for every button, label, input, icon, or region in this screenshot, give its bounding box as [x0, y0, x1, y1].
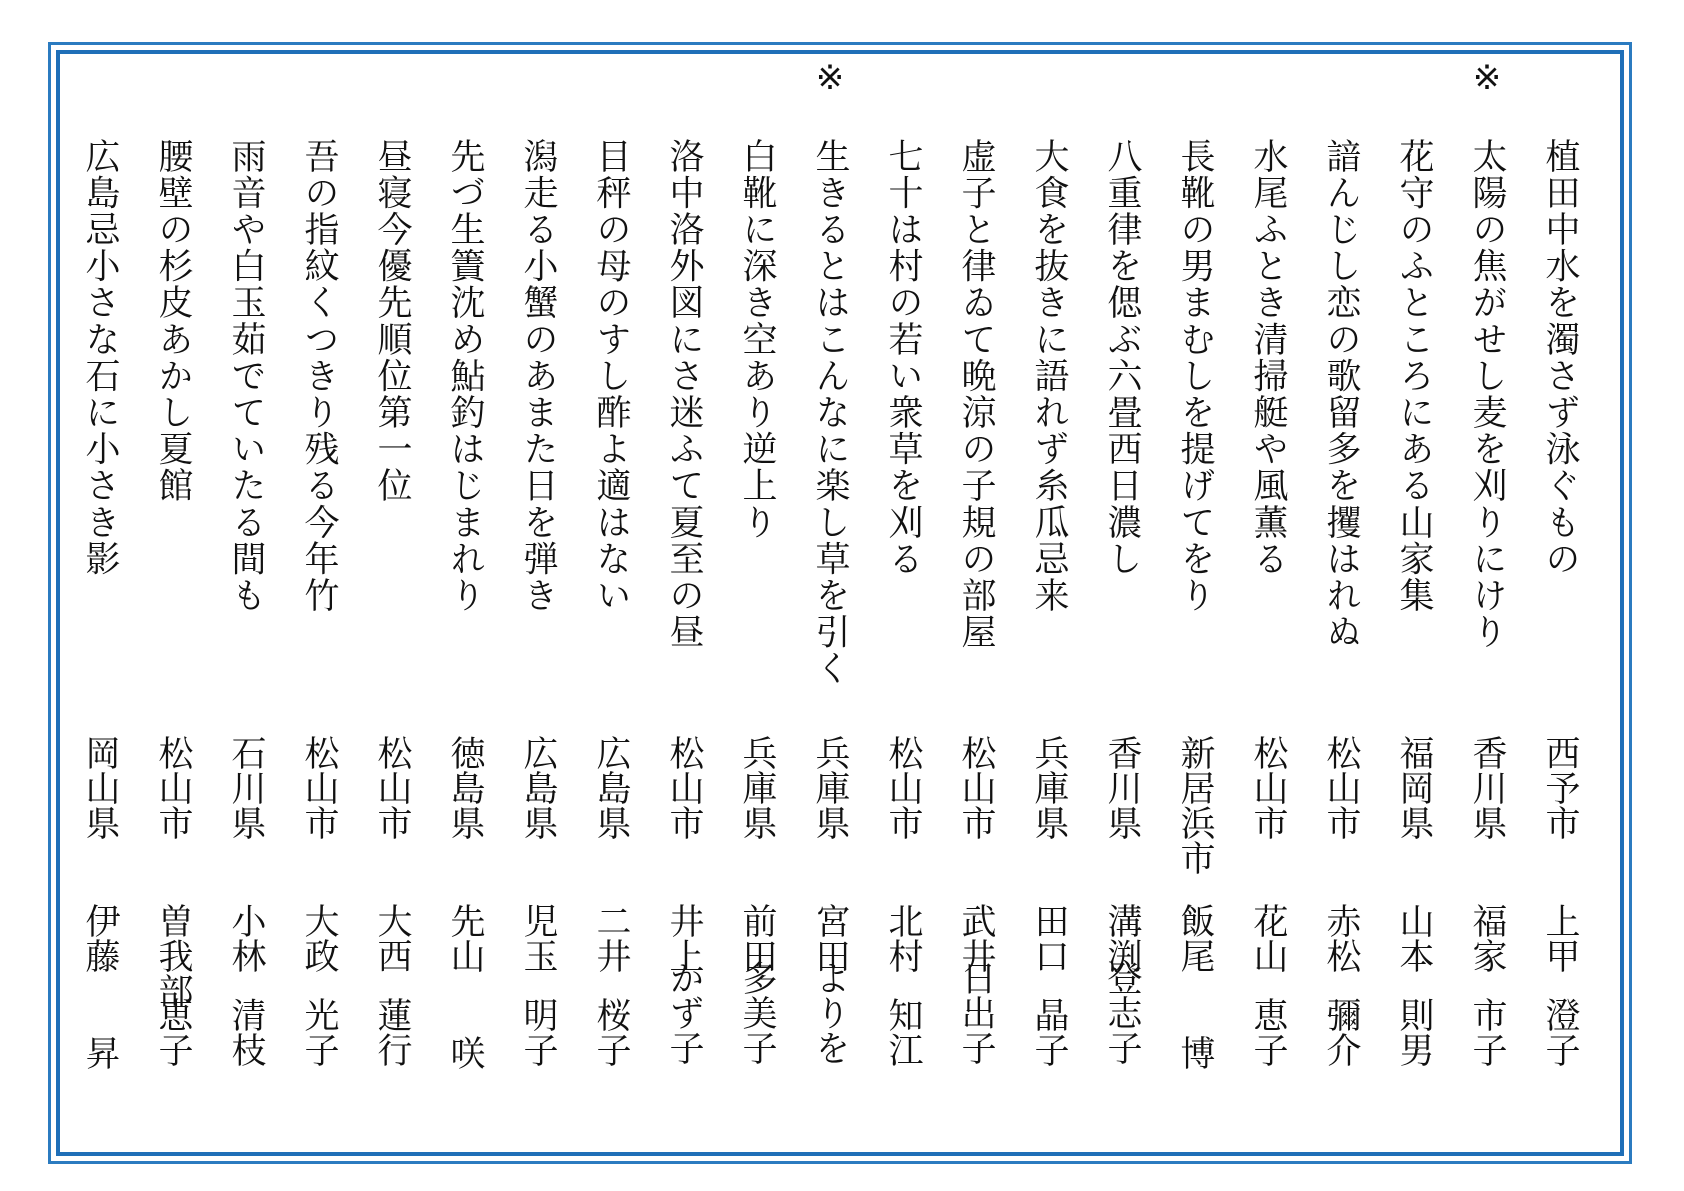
haiku-entry: [435, 0, 495, 1191]
haiku-text: 吾の指紋くつきり残る今年竹: [299, 138, 339, 614]
haiku-entry: [143, 0, 203, 1191]
haiku-entry: [1384, 0, 1444, 1191]
haiku-text: 諳んじし恋の歌留多を攫はれぬ: [1321, 138, 1361, 651]
haiku-entry: [654, 0, 714, 1191]
author-surname: 宮田: [810, 903, 850, 973]
author-location: 兵庫県: [737, 735, 777, 840]
author-surname: 田口: [1029, 903, 1069, 973]
author-location: 兵庫県: [810, 735, 850, 840]
author-location: 福岡県: [1394, 735, 1434, 840]
author-surname: 二井: [591, 903, 631, 973]
author-surname: 山本: [1394, 903, 1434, 973]
author-location: 松山市: [883, 735, 923, 840]
haiku-text: 広島忌小さな石に小さき影: [80, 138, 120, 578]
author-location: 兵庫県: [1029, 735, 1069, 840]
author-surname: 福家: [1467, 903, 1507, 973]
haiku-entry: [1238, 0, 1298, 1191]
author-surname: 上甲: [1540, 903, 1580, 973]
author-given-name: 市子: [1467, 997, 1507, 1067]
haiku-entry: [70, 0, 130, 1191]
author-surname: 溝渕: [1102, 903, 1142, 973]
author-given-name: よりを: [810, 960, 850, 1065]
author-given-name: 則男: [1394, 997, 1434, 1067]
author-location: 松山市: [664, 735, 704, 840]
author-location: 香川県: [1102, 735, 1142, 840]
author-given-name: かず子: [664, 960, 704, 1065]
haiku-entry: [216, 0, 276, 1191]
haiku-text: 腰壁の杉皮あかし夏館: [153, 138, 193, 504]
author-location: 香川県: [1467, 735, 1507, 840]
haiku-text: 洛中洛外図にさ迷ふて夏至の昼: [664, 138, 704, 651]
author-surname: 先山: [445, 903, 485, 973]
author-given-name: 恵子: [1248, 997, 1288, 1067]
author-location: 松山市: [1248, 735, 1288, 840]
haiku-text: 白靴に深き空あり逆上り: [737, 138, 777, 541]
author-surname: 大政: [299, 903, 339, 973]
haiku-text: 潟走る小蟹のあまた日を弾き: [518, 138, 558, 614]
author-surname: 北村: [883, 903, 923, 973]
haiku-text: 生きるとはこんなに楽し草を引く: [810, 138, 850, 687]
author-location: 松山市: [1321, 735, 1361, 840]
haiku-text: 長靴の男まむしを提げてをり: [1175, 138, 1215, 614]
haiku-text: 水尾ふとき清掃艇や風薫る: [1248, 138, 1288, 578]
haiku-text: 目秤の母のすし酢よ適はない: [591, 138, 631, 614]
author-location: 松山市: [299, 735, 339, 840]
author-surname: 伊藤: [80, 903, 120, 973]
haiku-text: 花守のふところにある山家集: [1394, 138, 1434, 614]
haiku-text: 雨音や白玉茹でていたる間も: [226, 138, 266, 614]
author-surname: 花山: [1248, 903, 1288, 973]
author-location: 岡山県: [80, 735, 120, 840]
haiku-entry: [1530, 0, 1590, 1191]
haiku-entry: [1165, 0, 1225, 1191]
author-given-name: 日出子: [956, 960, 996, 1065]
author-given-name: 明子: [518, 997, 558, 1067]
author-surname: 大西: [372, 903, 412, 973]
haiku-text: 昼寝今優先順位第一位: [372, 138, 412, 504]
haiku-text: 八重律を偲ぶ六畳西日濃し: [1102, 138, 1142, 578]
author-location: 新居浜市: [1175, 735, 1215, 875]
author-given-name: 咲: [445, 1035, 485, 1070]
author-surname: 前田: [737, 903, 777, 973]
haiku-entry: [362, 0, 422, 1191]
author-surname: 児玉: [518, 903, 558, 973]
haiku-entry: [1457, 0, 1517, 1191]
author-location: 松山市: [153, 735, 193, 840]
author-given-name: 澄子: [1540, 997, 1580, 1067]
author-given-name: 多美子: [737, 960, 777, 1065]
haiku-text: 大食を抜きに語れず糸瓜忌来: [1029, 138, 1069, 614]
haiku-entry: [581, 0, 641, 1191]
haiku-entry: [1092, 0, 1152, 1191]
author-given-name: 恵子: [153, 997, 193, 1067]
haiku-entry: [946, 0, 1006, 1191]
author-given-name: 蓮行: [372, 997, 412, 1067]
author-given-name: 登志子: [1102, 960, 1142, 1065]
haiku-text: 植田中水を濁さず泳ぐもの: [1540, 138, 1580, 578]
author-surname: 曽我部: [153, 903, 193, 1008]
author-given-name: 昇: [80, 1035, 120, 1070]
author-given-name: 博: [1175, 1035, 1215, 1070]
haiku-text: 先づ生簀沈め鮎釣はじまれり: [445, 138, 485, 614]
author-location: 石川県: [226, 735, 266, 840]
author-location: 西予市: [1540, 735, 1580, 840]
haiku-text: 虚子と律ゐて晩涼の子規の部屋: [956, 138, 996, 651]
selection-mark: ※: [815, 58, 845, 98]
author-location: 広島県: [591, 735, 631, 840]
author-surname: 武井: [956, 903, 996, 973]
haiku-text: 太陽の焦がせし麦を刈りにけり: [1467, 138, 1507, 651]
author-given-name: 彌介: [1321, 997, 1361, 1067]
author-location: 徳島県: [445, 735, 485, 840]
author-location: 松山市: [956, 735, 996, 840]
author-given-name: 清枝: [226, 997, 266, 1067]
author-surname: 小林: [226, 903, 266, 973]
author-surname: 井上: [664, 903, 704, 973]
author-given-name: 晶子: [1029, 997, 1069, 1067]
author-surname: 飯尾: [1175, 903, 1215, 973]
author-surname: 赤松: [1321, 903, 1361, 973]
author-given-name: 知江: [883, 997, 923, 1067]
haiku-entry: [1019, 0, 1079, 1191]
haiku-entry: [800, 0, 860, 1191]
author-given-name: 桜子: [591, 997, 631, 1067]
author-location: 松山市: [372, 735, 412, 840]
haiku-entry: [508, 0, 568, 1191]
haiku-entry: [1311, 0, 1371, 1191]
haiku-text: 七十は村の若い衆草を刈る: [883, 138, 923, 578]
haiku-entry: [873, 0, 933, 1191]
author-location: 広島県: [518, 735, 558, 840]
author-given-name: 光子: [299, 997, 339, 1067]
haiku-entry: [289, 0, 349, 1191]
haiku-entry: [727, 0, 787, 1191]
selection-mark: ※: [1472, 58, 1502, 98]
